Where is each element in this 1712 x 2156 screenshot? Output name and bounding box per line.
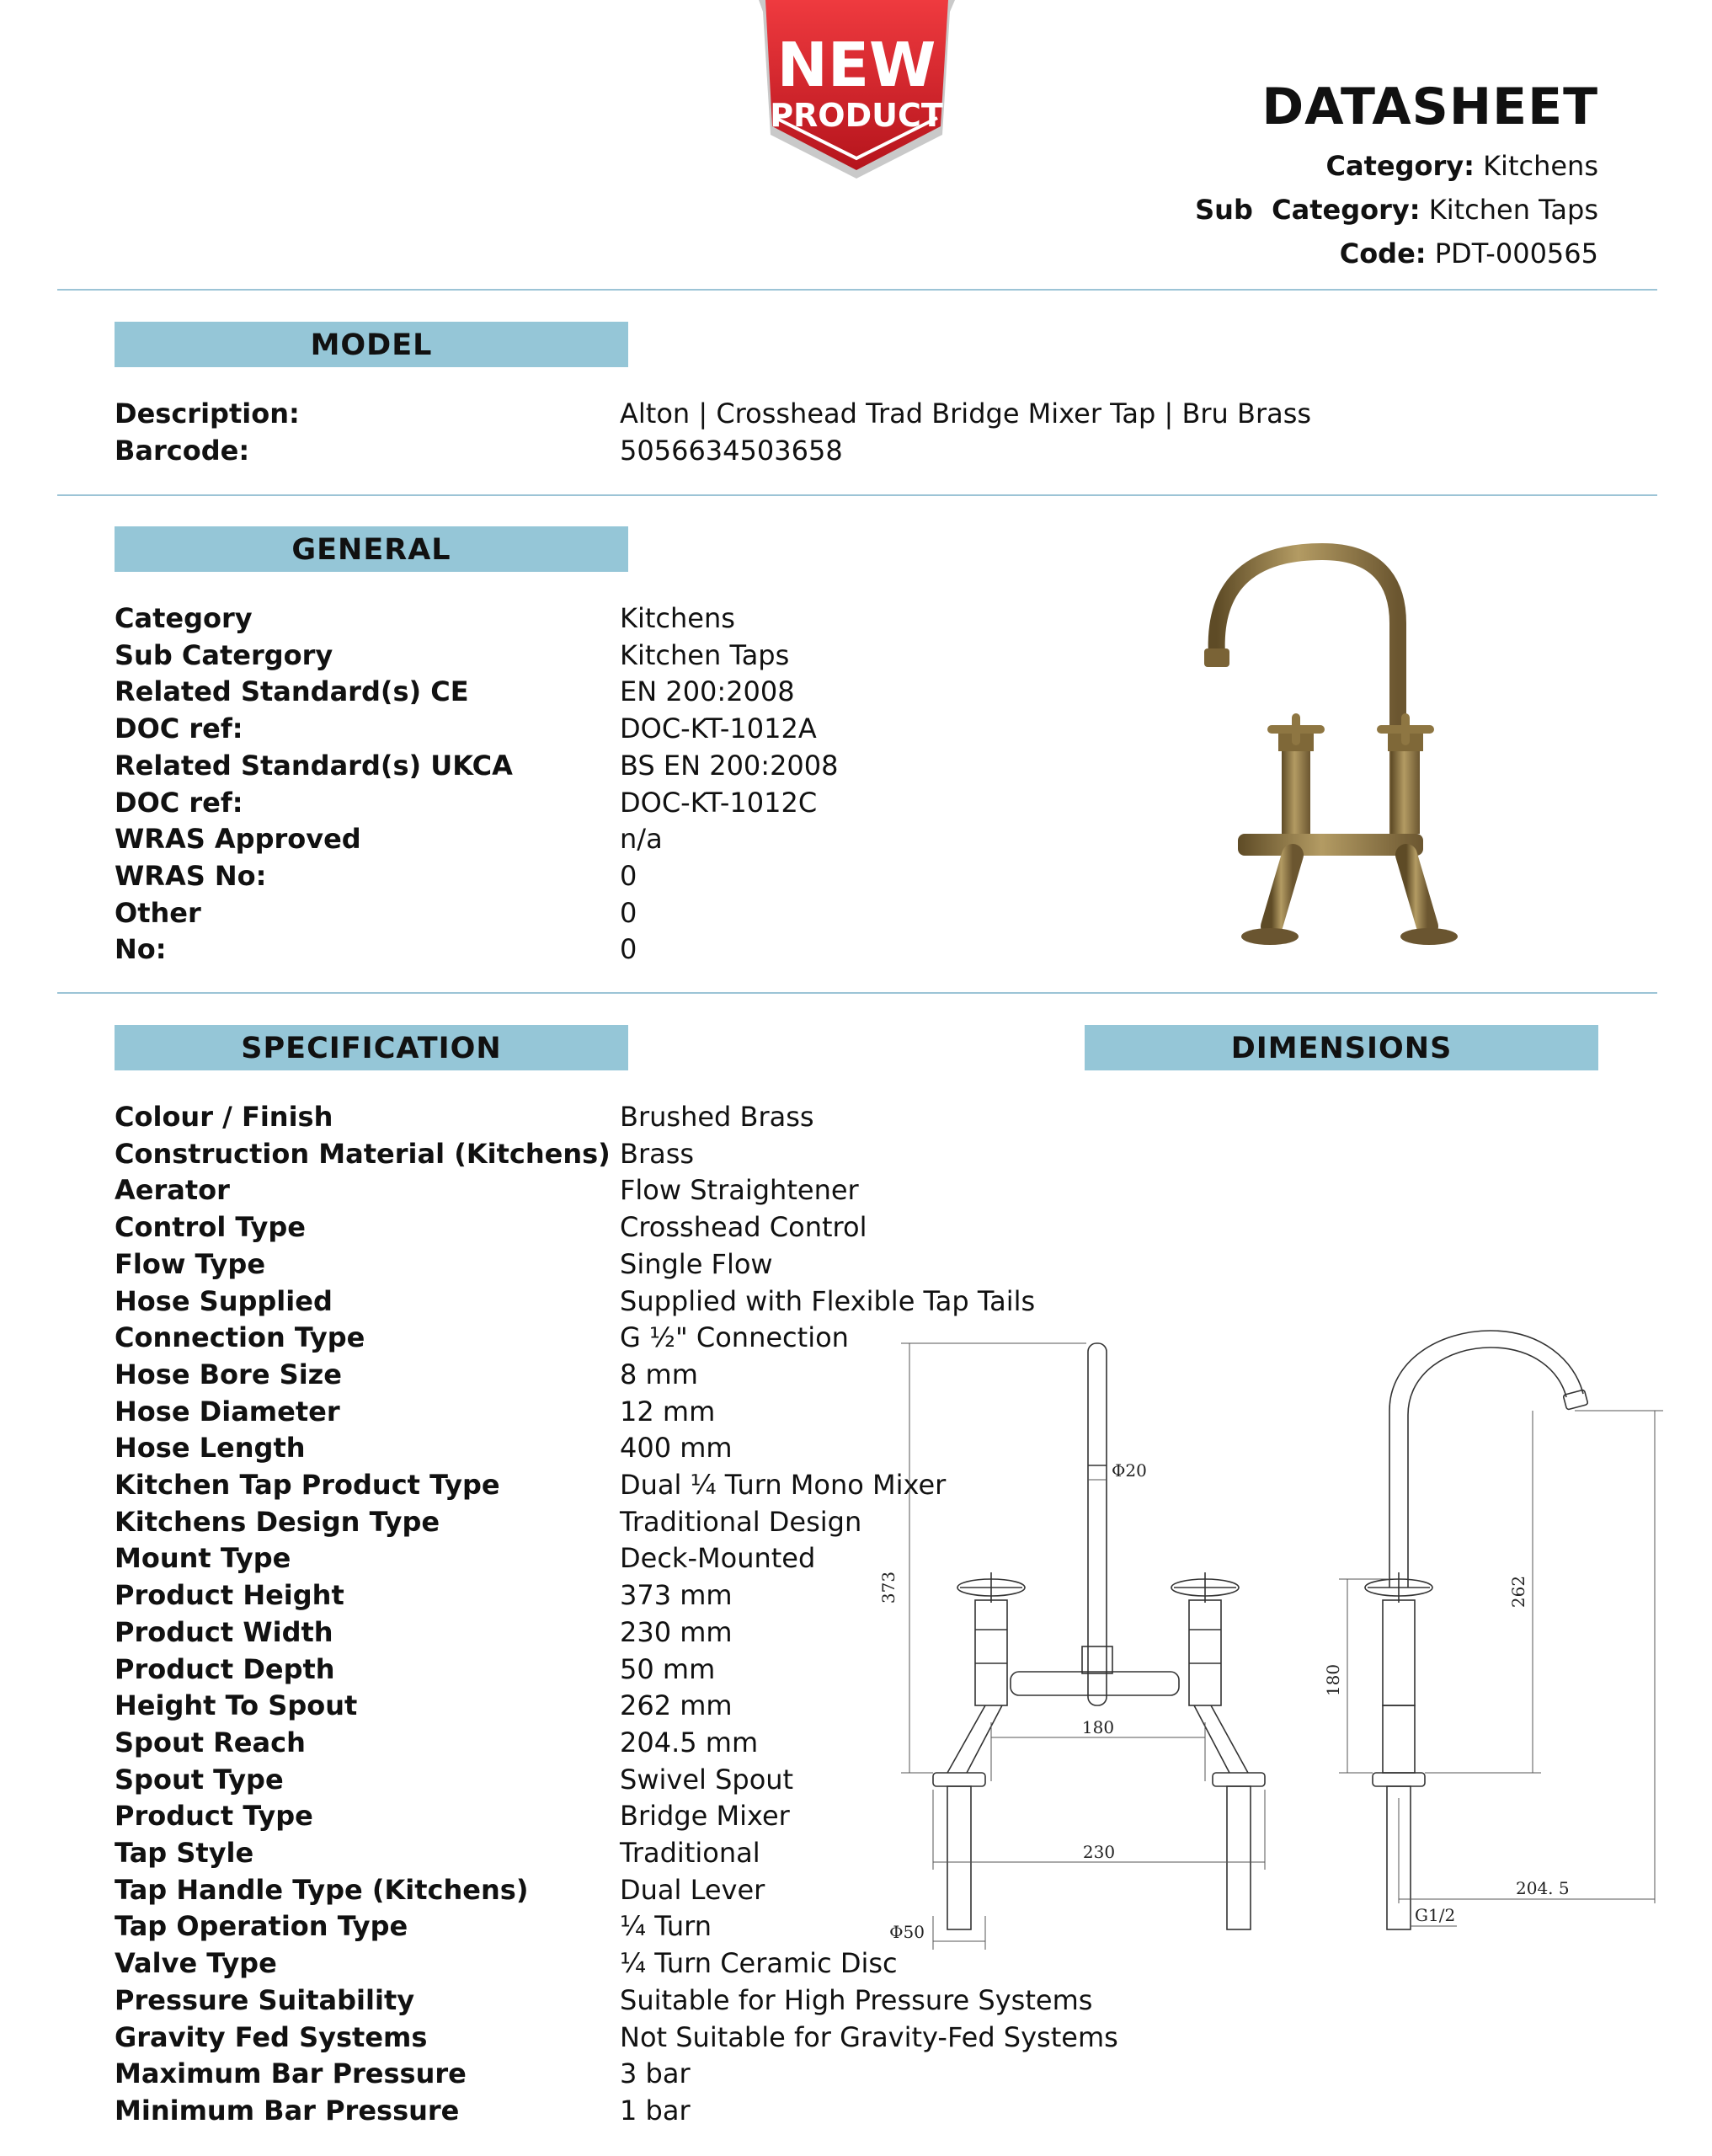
row-label: Kitchen Tap Product Type xyxy=(115,1469,500,1501)
header-subcategory xyxy=(1195,194,1598,226)
row-label: Product Height xyxy=(115,1579,344,1612)
row-label: DOC ref: xyxy=(115,786,243,819)
dim-width-label: 230 xyxy=(1082,1842,1116,1862)
header-subcategory-label: Sub Category: xyxy=(1195,194,1421,226)
row-value: ¼ Turn xyxy=(620,1910,712,1943)
row-value: Deck-Mounted xyxy=(620,1542,816,1575)
row-value: 3 bar xyxy=(620,2057,691,2090)
row-value: 204.5 mm xyxy=(620,1726,759,1758)
divider xyxy=(57,289,1657,291)
section-header-general: GENERAL xyxy=(115,526,628,572)
header-code xyxy=(1340,237,1598,270)
row-value: 0 xyxy=(620,933,637,966)
section-header-dimensions: DIMENSIONS xyxy=(1085,1025,1598,1070)
row-value: Traditional Design xyxy=(620,1505,862,1538)
row-value: Single Flow xyxy=(620,1247,773,1280)
header-category-label: Category: xyxy=(1325,150,1475,182)
new-product-badge xyxy=(754,0,960,181)
row-label: Product Type xyxy=(115,1800,313,1833)
row-value: DOC-KT-1012C xyxy=(620,786,818,819)
row-label: Flow Type xyxy=(115,1247,266,1280)
divider xyxy=(57,992,1657,994)
row-label: Tap Handle Type (Kitchens) xyxy=(115,1873,529,1906)
row-label: Other xyxy=(115,896,201,929)
row-label: Hose Diameter xyxy=(115,1395,340,1428)
row-label: Barcode: xyxy=(115,435,250,467)
row-label: Maximum Bar Pressure xyxy=(115,2057,467,2090)
row-value: Suitable for High Pressure Systems xyxy=(620,1983,1093,2016)
row-label: WRAS Approved xyxy=(115,823,361,856)
row-label: DOC ref: xyxy=(115,712,243,745)
row-value: 262 mm xyxy=(620,1689,733,1722)
row-value: Traditional xyxy=(620,1837,760,1869)
row-value: 400 mm xyxy=(620,1432,733,1465)
datasheet-title: DATASHEET xyxy=(1261,77,1598,136)
row-value: Swivel Spout xyxy=(620,1763,794,1796)
row-value: ¼ Turn Ceramic Disc xyxy=(620,1947,898,1980)
row-value: Dual ¼ Turn Mono Mixer xyxy=(620,1469,947,1501)
badge-line2: PRODUCT xyxy=(770,97,943,134)
row-value: G ½" Connection xyxy=(620,1321,849,1354)
row-value: Crosshead Control xyxy=(620,1211,867,1244)
row-label: Connection Type xyxy=(115,1321,365,1354)
dimension-drawing xyxy=(867,1326,1659,1967)
header-subcategory-value: Kitchen Taps xyxy=(1428,194,1598,226)
row-label: Category xyxy=(115,602,253,634)
row-value: 50 mm xyxy=(620,1652,716,1685)
row-label: Control Type xyxy=(115,1211,306,1244)
badge-line1: NEW xyxy=(776,29,936,100)
row-label: Valve Type xyxy=(115,1947,277,1980)
dim-side-180-label: 180 xyxy=(1323,1663,1343,1697)
row-value: 8 mm xyxy=(620,1358,698,1390)
row-label: Spout Reach xyxy=(115,1726,306,1758)
row-value: 1 bar xyxy=(620,2094,691,2127)
row-label: Spout Type xyxy=(115,1763,284,1796)
header-code-value: PDT-000565 xyxy=(1434,237,1598,270)
row-label: WRAS No: xyxy=(115,859,267,892)
row-value: Brushed Brass xyxy=(620,1101,814,1133)
row-value: 230 mm xyxy=(620,1615,733,1648)
header-category-value: Kitchens xyxy=(1483,150,1598,182)
row-label: No: xyxy=(115,933,167,966)
row-label: Tap Operation Type xyxy=(115,1910,408,1943)
row-label: Minimum Bar Pressure xyxy=(115,2094,460,2127)
section-header-specification: SPECIFICATION xyxy=(115,1025,628,1070)
dim-height-label: 373 xyxy=(878,1571,899,1604)
row-label: Colour / Finish xyxy=(115,1101,333,1133)
row-label: Product Depth xyxy=(115,1652,335,1685)
header-category xyxy=(1325,150,1598,182)
row-value: n/a xyxy=(620,823,663,856)
row-label: Gravity Fed Systems xyxy=(115,2020,428,2053)
row-label: Construction Material (Kitchens) xyxy=(115,1137,611,1170)
row-value: Bridge Mixer xyxy=(620,1800,790,1833)
row-value: EN 200:2008 xyxy=(620,675,795,708)
row-value: Flow Straightener xyxy=(620,1174,859,1207)
dim-thread-label: G1/2 xyxy=(1415,1905,1456,1925)
dim-spout-diameter-label: Φ20 xyxy=(1112,1460,1147,1481)
row-value: 373 mm xyxy=(620,1579,733,1612)
row-label: Sub Catergory xyxy=(115,638,333,671)
row-value: Dual Lever xyxy=(620,1873,765,1906)
row-value: Alton | Crosshead Trad Bridge Mixer Tap | Bru Brass xyxy=(620,398,1312,430)
row-value: Brass xyxy=(620,1137,695,1170)
row-label: Tap Style xyxy=(115,1837,254,1869)
row-label: Pressure Suitability xyxy=(115,1983,415,2016)
row-label: Hose Supplied xyxy=(115,1284,333,1317)
row-label: Aerator xyxy=(115,1174,230,1207)
row-label: Related Standard(s) CE xyxy=(115,675,469,708)
row-value: Supplied with Flexible Tap Tails xyxy=(620,1284,1036,1317)
row-value: DOC-KT-1012A xyxy=(620,712,817,745)
divider xyxy=(57,494,1657,496)
row-value: 0 xyxy=(620,896,637,929)
row-value: Not Suitable for Gravity-Fed Systems xyxy=(620,2020,1118,2053)
section-header-model: MODEL xyxy=(115,322,628,367)
row-value: 5056634503658 xyxy=(620,435,843,467)
row-value: 12 mm xyxy=(620,1395,716,1428)
row-label: Mount Type xyxy=(115,1542,291,1575)
row-value: Kitchens xyxy=(620,602,735,634)
row-label: Hose Length xyxy=(115,1432,306,1465)
row-value: Kitchen Taps xyxy=(620,638,790,671)
dim-base-diameter-label: Φ50 xyxy=(889,1922,925,1942)
row-value: BS EN 200:2008 xyxy=(620,749,839,782)
product-image xyxy=(1154,531,1491,960)
row-label: Related Standard(s) UKCA xyxy=(115,749,513,782)
row-label: Product Width xyxy=(115,1615,333,1648)
row-label: Height To Spout xyxy=(115,1689,358,1722)
header-code-label: Code: xyxy=(1339,237,1427,270)
row-value: 0 xyxy=(620,859,637,892)
dim-spout-height-label: 262 xyxy=(1508,1575,1528,1609)
row-label: Hose Bore Size xyxy=(115,1358,342,1390)
dim-centres-label: 180 xyxy=(1081,1717,1115,1737)
dim-reach-label: 204. 5 xyxy=(1516,1878,1570,1898)
row-label: Kitchens Design Type xyxy=(115,1505,440,1538)
row-label: Description: xyxy=(115,398,300,430)
